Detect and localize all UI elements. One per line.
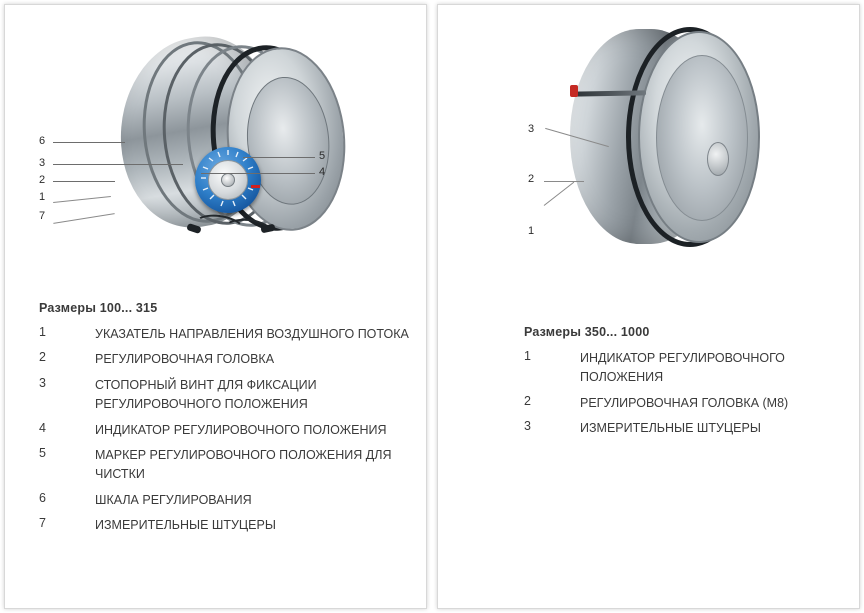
legend-text: ШКАЛА РЕГУЛИРОВАНИЯ <box>95 492 252 507</box>
callout-7: 7 <box>39 210 46 222</box>
legend-text: МАРКЕР РЕГУЛИРОВОЧНОГО ПОЛОЖЕНИЯ ДЛЯ ЧИСТКИ <box>95 447 392 482</box>
locking-screw-icon[interactable] <box>221 173 235 187</box>
list-item <box>39 376 410 415</box>
callout-3-right: 3 <box>528 123 535 135</box>
list-item <box>524 349 843 388</box>
leader-line-2 <box>53 181 115 182</box>
list-item <box>39 350 410 369</box>
legend-title: Размеры 350... 1000 <box>524 325 650 339</box>
list-item <box>39 491 410 510</box>
list-item <box>524 419 843 438</box>
legend-text: РЕГУЛИРОВОЧНАЯ ГОЛОВКА <box>95 352 275 367</box>
figure-panel-100-315 <box>4 4 427 609</box>
legend-index: 1 <box>524 349 531 363</box>
legend-text: РЕГУЛИРОВОЧНАЯ ГОЛОВКА (M8) <box>580 395 789 410</box>
legend-index: 7 <box>39 516 46 530</box>
callout-1-right: 1 <box>528 225 535 237</box>
callout-3: 3 <box>39 157 46 169</box>
legend-text: УКАЗАТЕЛЬ НАПРАВЛЕНИЯ ВОЗДУШНОГО ПОТОКА <box>95 327 409 341</box>
legend-text: ИНДИКАТОР РЕГУЛИРОВОЧНОГО ПОЛОЖЕНИЯ <box>580 351 785 385</box>
callout-2-right: 2 <box>528 173 535 185</box>
legend-index: 2 <box>524 393 531 408</box>
list-item <box>524 394 843 413</box>
legend-index: 3 <box>39 375 46 390</box>
legend-text: СТОПОРНЫЙ ВИНТ ДЛЯ ФИКСАЦИИ РЕГУЛИРОВОЧНОГО ПОЛОЖЕНИЯ <box>95 377 317 412</box>
list-item <box>39 325 410 344</box>
leader-line-6 <box>53 142 125 143</box>
legend-text: ИЗМЕРИТЕЛЬНЫЕ ШТУЦЕРЫ <box>95 518 276 532</box>
callout-5: 5 <box>319 150 326 162</box>
callout-4: 4 <box>319 166 326 178</box>
position-marker-icon <box>251 185 260 188</box>
legend-text: ИЗМЕРИТЕЛЬНЫЕ ШТУЦЕРЫ <box>580 421 761 436</box>
legend-text: ИНДИКАТОР РЕГУЛИРОВОЧНОГО ПОЛОЖЕНИЯ <box>95 422 387 437</box>
legend-title: Размеры 100... 315 <box>39 301 158 315</box>
legend-index: 4 <box>39 420 46 435</box>
damper-body-graphic-large <box>530 19 760 259</box>
damper-front-face-large <box>638 31 760 243</box>
legend-100-315 <box>39 301 410 541</box>
leader-line-5 <box>243 157 315 158</box>
position-indicator-marker <box>570 85 578 97</box>
damper-hub <box>707 142 729 176</box>
leader-line-4 <box>201 173 315 174</box>
leader-line-2-right <box>544 181 584 182</box>
damper-inner-disc-large <box>656 55 748 221</box>
figure-panel-350-1000 <box>437 4 860 609</box>
legend-index: 3 <box>524 419 531 434</box>
measuring-nipple-2 <box>260 224 275 234</box>
callout-2: 2 <box>39 174 46 186</box>
list-item <box>39 421 410 440</box>
legend-index: 2 <box>39 350 46 365</box>
leader-line-3 <box>53 164 183 165</box>
list-item <box>39 446 410 485</box>
legend-index: 1 <box>39 325 46 339</box>
list-item <box>39 516 410 535</box>
callout-1: 1 <box>39 191 46 203</box>
legend-index: 5 <box>39 445 46 460</box>
callout-6: 6 <box>39 135 46 147</box>
damper-body-graphic <box>101 29 301 244</box>
legend-350-1000 <box>524 325 843 445</box>
damper-illustration-350-1000 <box>438 5 859 315</box>
legend-index: 6 <box>39 490 46 505</box>
damper-illustration-100-315 <box>5 5 426 295</box>
